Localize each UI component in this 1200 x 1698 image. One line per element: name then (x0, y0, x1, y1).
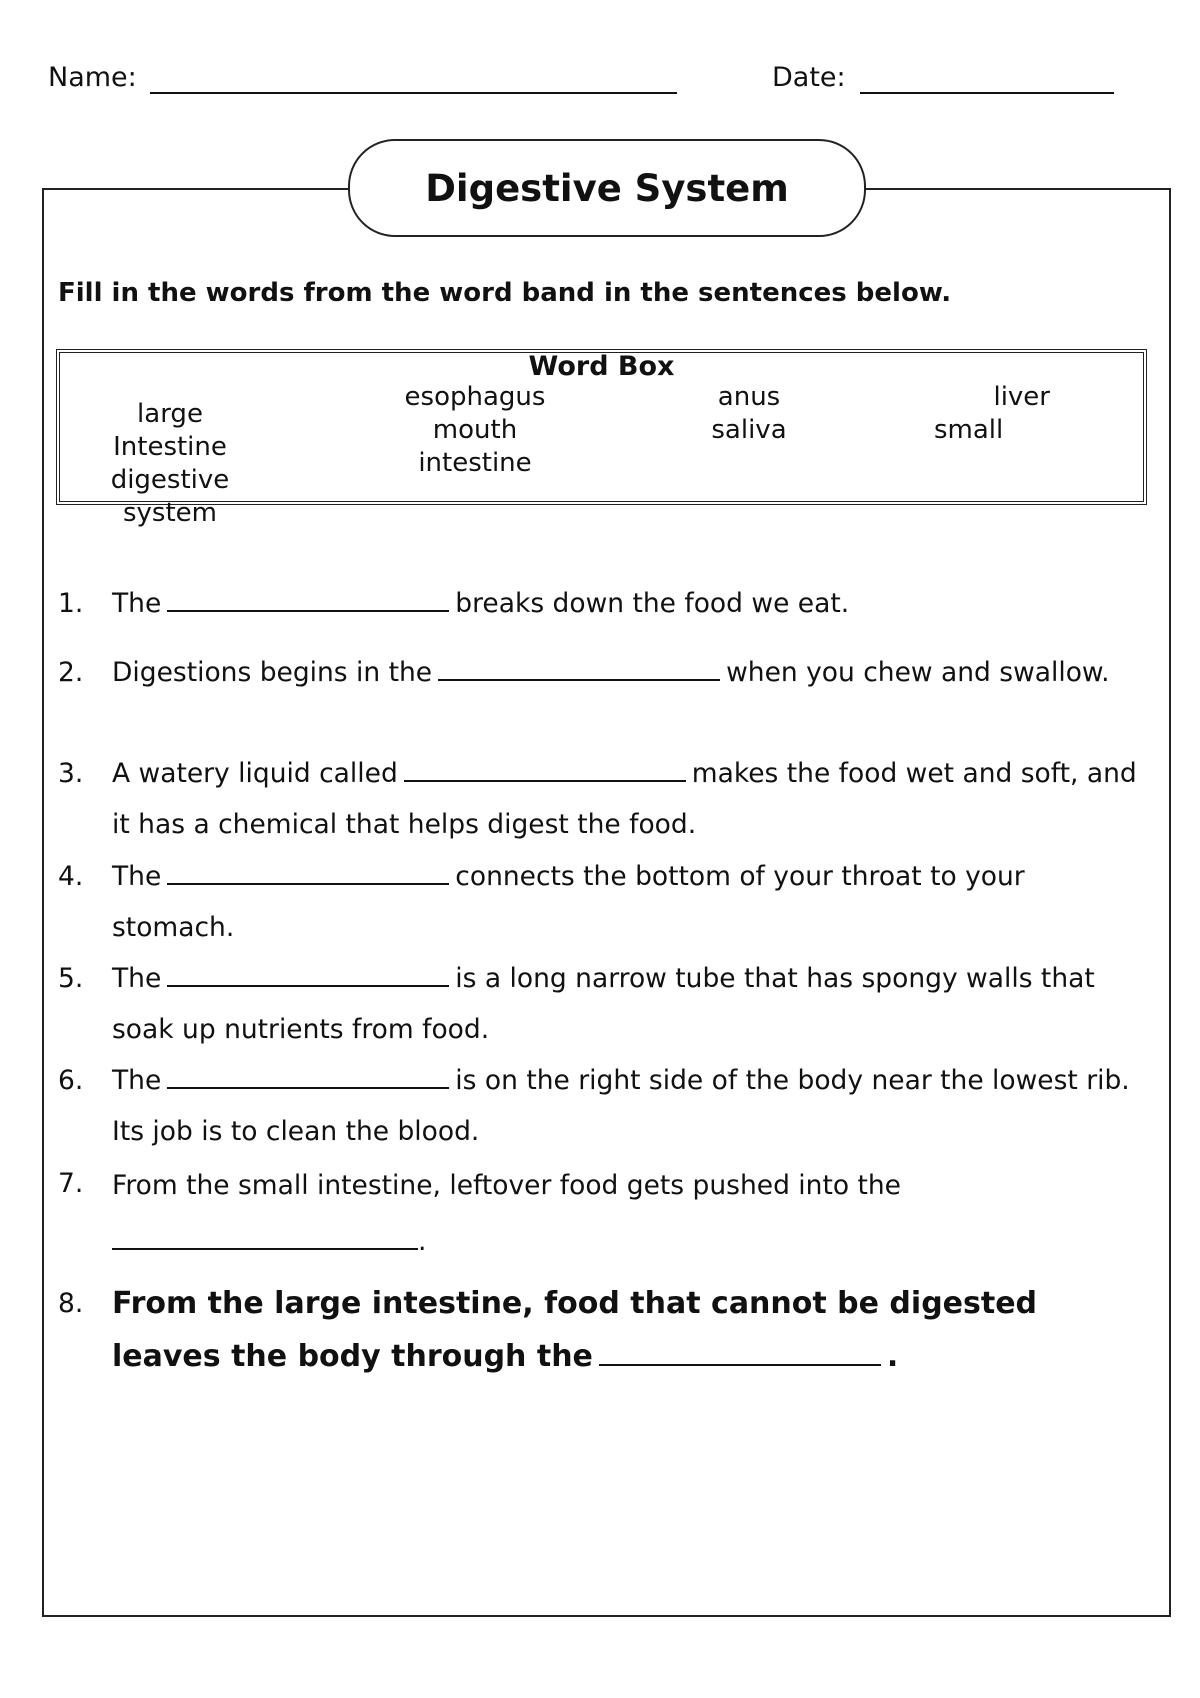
frame-top-right (860, 188, 1169, 190)
word-box-col2 (400, 381, 550, 480)
instruction-text: Fill in the words from the word band in the sentences below. (58, 278, 952, 308)
word-box (56, 349, 1147, 528)
answer-blank-6[interactable] (167, 1086, 449, 1089)
word-mouth: mouth (432, 415, 518, 445)
word-small: small (934, 415, 1004, 445)
frame-top-left (42, 188, 350, 190)
word-liver: liver (993, 382, 1050, 412)
answer-blank-1[interactable] (167, 609, 449, 612)
word-intestine: intestine (418, 448, 532, 478)
word-box-col3 (694, 381, 804, 447)
word-box-col4 (920, 381, 1060, 447)
name-label: Name: (48, 62, 137, 93)
word-saliva: saliva (711, 415, 787, 445)
answer-blank-2[interactable] (438, 678, 720, 681)
date-label: Date: (772, 62, 846, 93)
name-field[interactable] (150, 92, 677, 94)
answer-blank-8[interactable] (599, 1363, 881, 1366)
page-title: Digestive System (348, 139, 866, 237)
word-anus: anus (717, 382, 781, 412)
word-box-title: Word Box (528, 351, 675, 382)
answer-blank-3[interactable] (404, 779, 686, 782)
answer-blank-5[interactable] (167, 984, 449, 987)
word-system: system (123, 498, 217, 528)
word-digestive: digestive (110, 465, 230, 495)
answer-blank-4[interactable] (167, 882, 449, 885)
word-box-col1 (90, 398, 250, 530)
answer-blank-7[interactable] (112, 1247, 418, 1250)
date-field[interactable] (860, 92, 1114, 94)
word-large-intestine: large Intestine (113, 399, 227, 462)
word-esophagus: esophagus (404, 382, 546, 412)
